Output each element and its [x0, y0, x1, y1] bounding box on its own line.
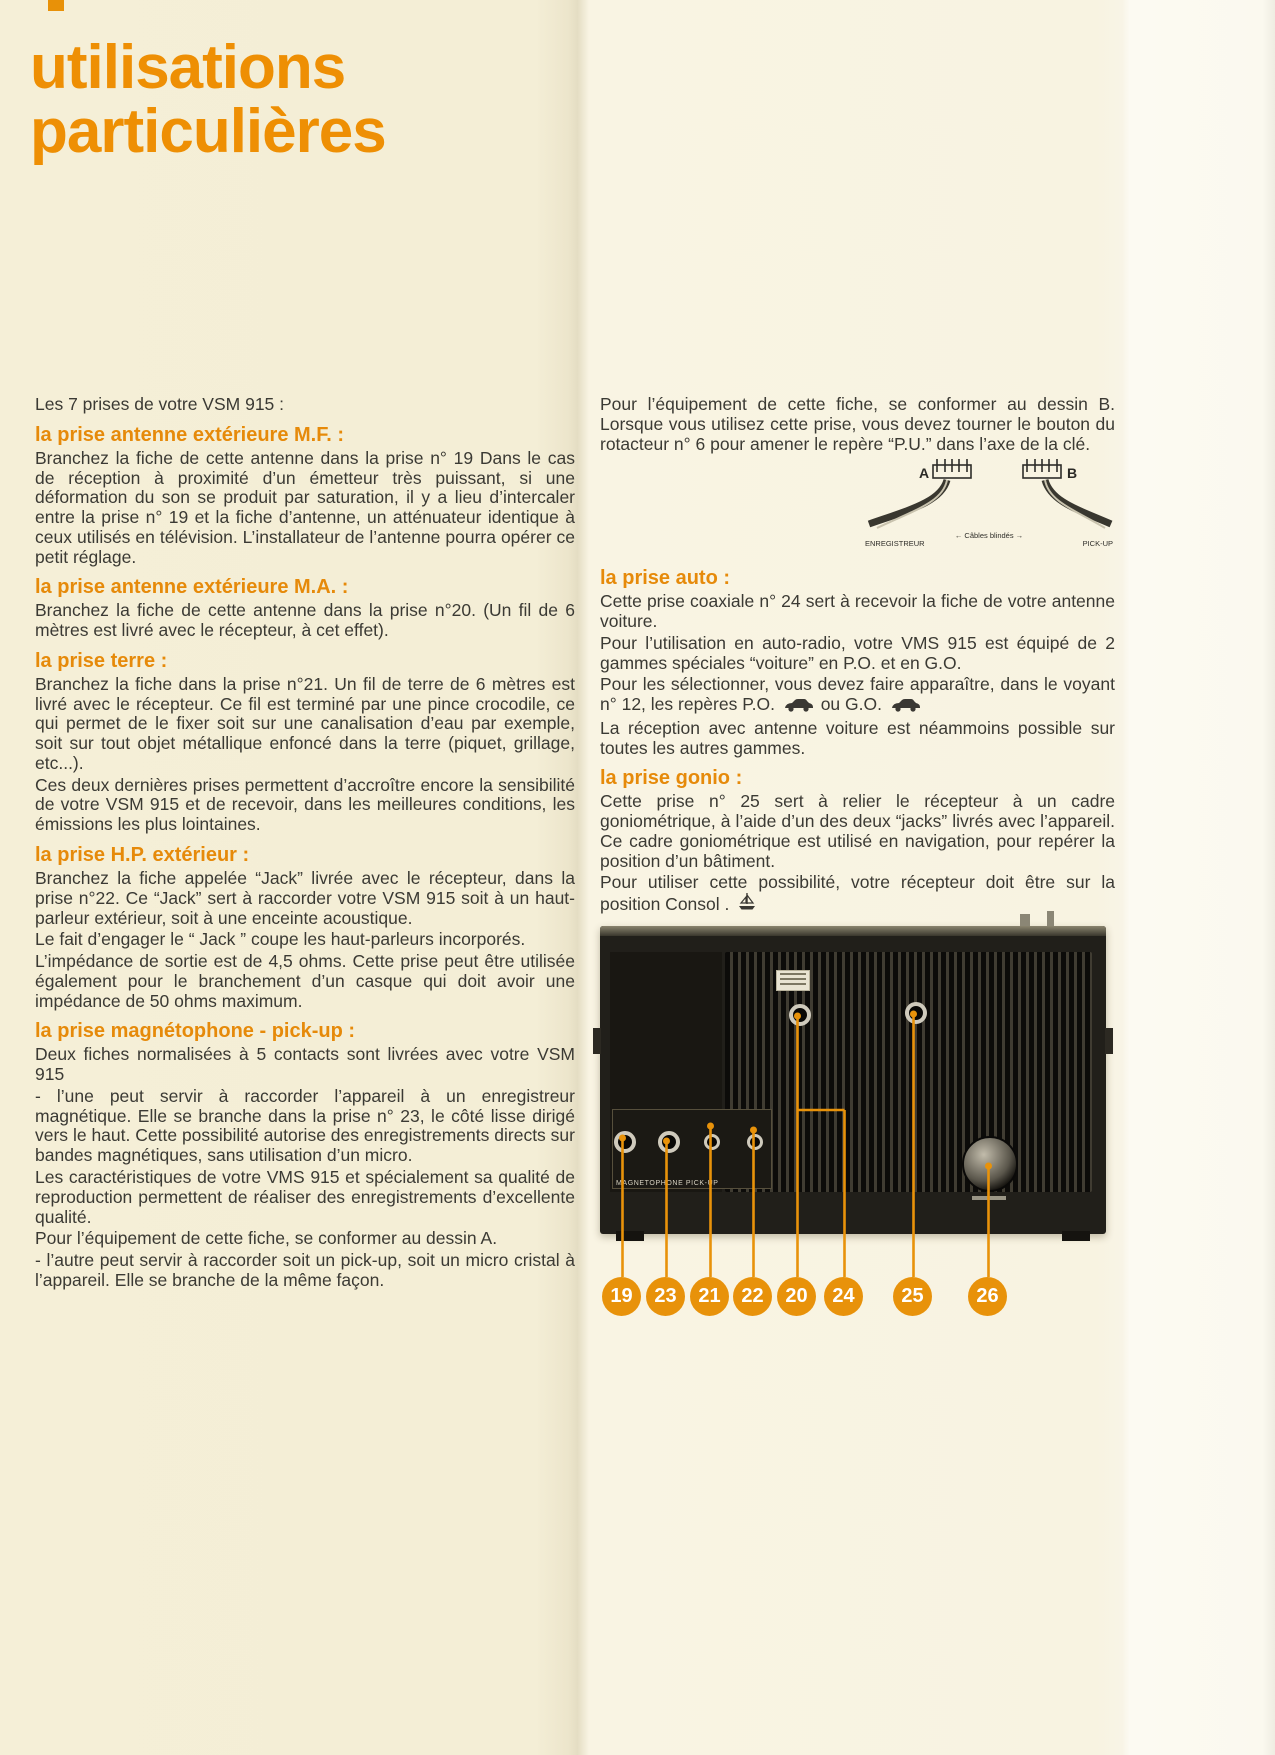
- paragraph: Branchez la fiche de cette antenne dans la prise n° 19 Dans le cas de réception à proximité d’un émetteur très puissant, si une déformation du son se produit par saturation, il y a lieu d’intercaler entre la prise n° 19 et la fiche d’antenne, un atténuateur identique à ceux utilisés en télévision. L’installateur de l’antenne pourra opérer ce petit réglage.: [35, 447, 575, 567]
- intro-line: Les 7 prises de votre VSM 915 :: [35, 394, 285, 414]
- paragraph: La réception avec antenne voiture est néammoins possible sur toutes les autres gammes.: [600, 717, 1115, 758]
- paragraph: Branchez la fiche de cette antenne dans la prise n°20. (Un fil de 6 mètres est livré avec le récepteur, à cet effet).: [35, 600, 575, 641]
- callout-badge-26: 26: [968, 1277, 1007, 1316]
- paragraph: Le fait d’engager le “ Jack ” coupe les haut-parleurs incorporés.: [35, 929, 526, 950]
- section-heading: la prise antenne extérieure M.A. :: [35, 576, 349, 599]
- paragraph: - l’une peut servir à raccorder l’appareil à un enregistreur magnétique. Elle se branche dans la prise n° 23, le côté lisse dirigé vers le haut. Cette possibilité autorise des enregistrements directs sur bandes magnétiques, sans utilisation d’un micro.: [35, 1085, 575, 1166]
- auto-antenna-socket-24-26: [962, 1136, 1018, 1192]
- socket-22: [747, 1134, 763, 1150]
- callout-badge-23: 23: [646, 1277, 685, 1316]
- paragraph: Branchez la fiche appelée “Jack” livrée avec le récepteur, dans la prise n°22. Ce “Jack” sert à raccorder votre VSM 915 soit à un haut-parleur extérieur, soit à une enceinte acoustique.: [35, 868, 575, 928]
- lead-paragraph: Pour l’équipement de cette fiche, se conformer au dessin B. Lorsque vous utilisez cette prise, vous devez tourner le bouton du rotacteur n° 6 pour amener le repère “P.U.” dans l’axe de la clé.: [600, 394, 1115, 454]
- section-heading: la prise antenne extérieure M.F. :: [35, 423, 344, 446]
- section-heading: la prise H.P. extérieur :: [35, 844, 250, 867]
- wiring-diagram: [863, 458, 1115, 558]
- paragraph: Branchez la fiche dans la prise n°21. Un fil de terre de 6 mètres est livré avec le récepteur. Ce fil est terminé par une pince crocodile, ce qui permet de le fixer soit sur une canalisation d’eau par exemple, soit sur tout objet métallique enfoncé dans la terre (piquet, grillage, etc...).: [35, 673, 575, 773]
- callout-badge-22: 22: [733, 1277, 772, 1316]
- diagram-caption-left: ENREGISTREUR: [865, 539, 925, 549]
- antenna-terminal-2: [1047, 911, 1054, 926]
- paragraph: Deux fiches normalisées à 5 contacts sont livrées avec votre VSM 915: [35, 1044, 575, 1085]
- paragraph: Les caractéristiques de votre VMS 915 et spécialement sa qualité de reproduction permettent de réaliser des enregistrements d’excellente qualité.: [35, 1166, 575, 1227]
- print-registration-mark: [48, 0, 64, 11]
- knob-label-bar: [972, 1196, 1006, 1200]
- gonio-socket-25: [905, 1002, 927, 1024]
- diagram-caption-center: ← Câbles blindés →: [954, 531, 1024, 541]
- side-hinge-left: [593, 1028, 601, 1054]
- section-heading: la prise terre :: [35, 649, 168, 672]
- connector-b-icon: [1023, 459, 1061, 478]
- page-title-line2: particulières: [30, 97, 386, 167]
- callout-badge-24: 24: [824, 1277, 863, 1316]
- cabinet-top-edge: [600, 926, 1106, 936]
- cabinet-foot-right: [1062, 1231, 1090, 1241]
- diagram-caption-right: PICK-UP: [1082, 539, 1113, 549]
- car-icon: [890, 697, 920, 717]
- left-column: [35, 395, 575, 1293]
- paragraph: L’impédance de sortie est de 4,5 ohms. Cette prise peut être utilisée également pour le branchement d’un casque qui doit avoir une impédance de 50 ohms maximum.: [35, 951, 575, 1011]
- section-heading: la prise magnétophone - pick-up :: [35, 1020, 356, 1043]
- paragraph: Pour l’équipement de cette fiche, se conformer au dessin A.: [35, 1228, 498, 1249]
- antenna-terminal-1: [1020, 914, 1030, 926]
- section-heading: la prise gonio :: [600, 767, 743, 790]
- paragraph: Pour les sélectionner, vous devez faire apparaître, dans le voyant n° 12, les repères P.O. ou G.O.: [600, 675, 1115, 717]
- socket-23: [658, 1131, 680, 1153]
- car-icon: [783, 697, 813, 717]
- section-heading: la prise auto :: [600, 567, 731, 590]
- paragraph: Ces deux dernières prises permettent d’accroître encore la sensibilité de votre VSM 915 et de recevoir, dans les meilleures conditions, les émissions les plus lointaines.: [35, 774, 575, 835]
- page-title: [30, 33, 386, 167]
- socket-21: [704, 1134, 720, 1150]
- socket-panel-label: MAGNETOPHONE PICK-UP: [616, 1180, 719, 1187]
- paragraph: Cette prise coaxiale n° 24 sert à recevoir la fiche de votre antenne voiture.: [600, 591, 1115, 632]
- diagram-label-b: B: [1067, 465, 1078, 482]
- callout-badge-20: 20: [777, 1277, 816, 1316]
- paragraph: Pour l’utilisation en auto-radio, votre VMS 915 est équipé de 2 gammes spéciales “voiture” en P.O. et en G.O.: [600, 632, 1115, 673]
- radio-back-photo: [600, 926, 1106, 1234]
- left-sections: [35, 424, 575, 1291]
- diagram-label-a: A: [919, 465, 930, 482]
- page-title-line1: utilisations: [30, 33, 346, 102]
- socket-19: [614, 1131, 636, 1153]
- paragraph: Pour utiliser cette possibilité, votre récepteur doit être sur la position Consol .: [600, 873, 1115, 917]
- callout-badge-19: 19: [602, 1277, 641, 1316]
- connector-a-icon: [933, 459, 971, 478]
- antenna-socket-20: [789, 1004, 811, 1026]
- side-hinge-right: [1105, 1028, 1113, 1054]
- shielded-cables: [869, 480, 1111, 528]
- paragraph: - l’autre peut servir à raccorder soit un pick-up, soit un micro cristal à l’appareil. Elle se branche de la même façon.: [35, 1250, 575, 1290]
- paragraph: Cette prise n° 25 sert à relier le récepteur à un cadre goniométrique, à l’aide d’un des deux “jacks” livrés avec l’appareil. Ce cadre goniométrique est utilisé en navigation, pour repérer la position d’un bâtiment.: [600, 791, 1115, 871]
- socket-panel: [612, 1109, 772, 1189]
- gonio-label-sticker: [776, 970, 810, 991]
- callout-badge-25: 25: [893, 1277, 932, 1316]
- right-sections: [600, 567, 1115, 917]
- sailboat-icon: [737, 893, 757, 917]
- cabinet-foot-left: [616, 1231, 644, 1241]
- right-column: [600, 395, 1115, 919]
- callout-badge-21: 21: [690, 1277, 729, 1316]
